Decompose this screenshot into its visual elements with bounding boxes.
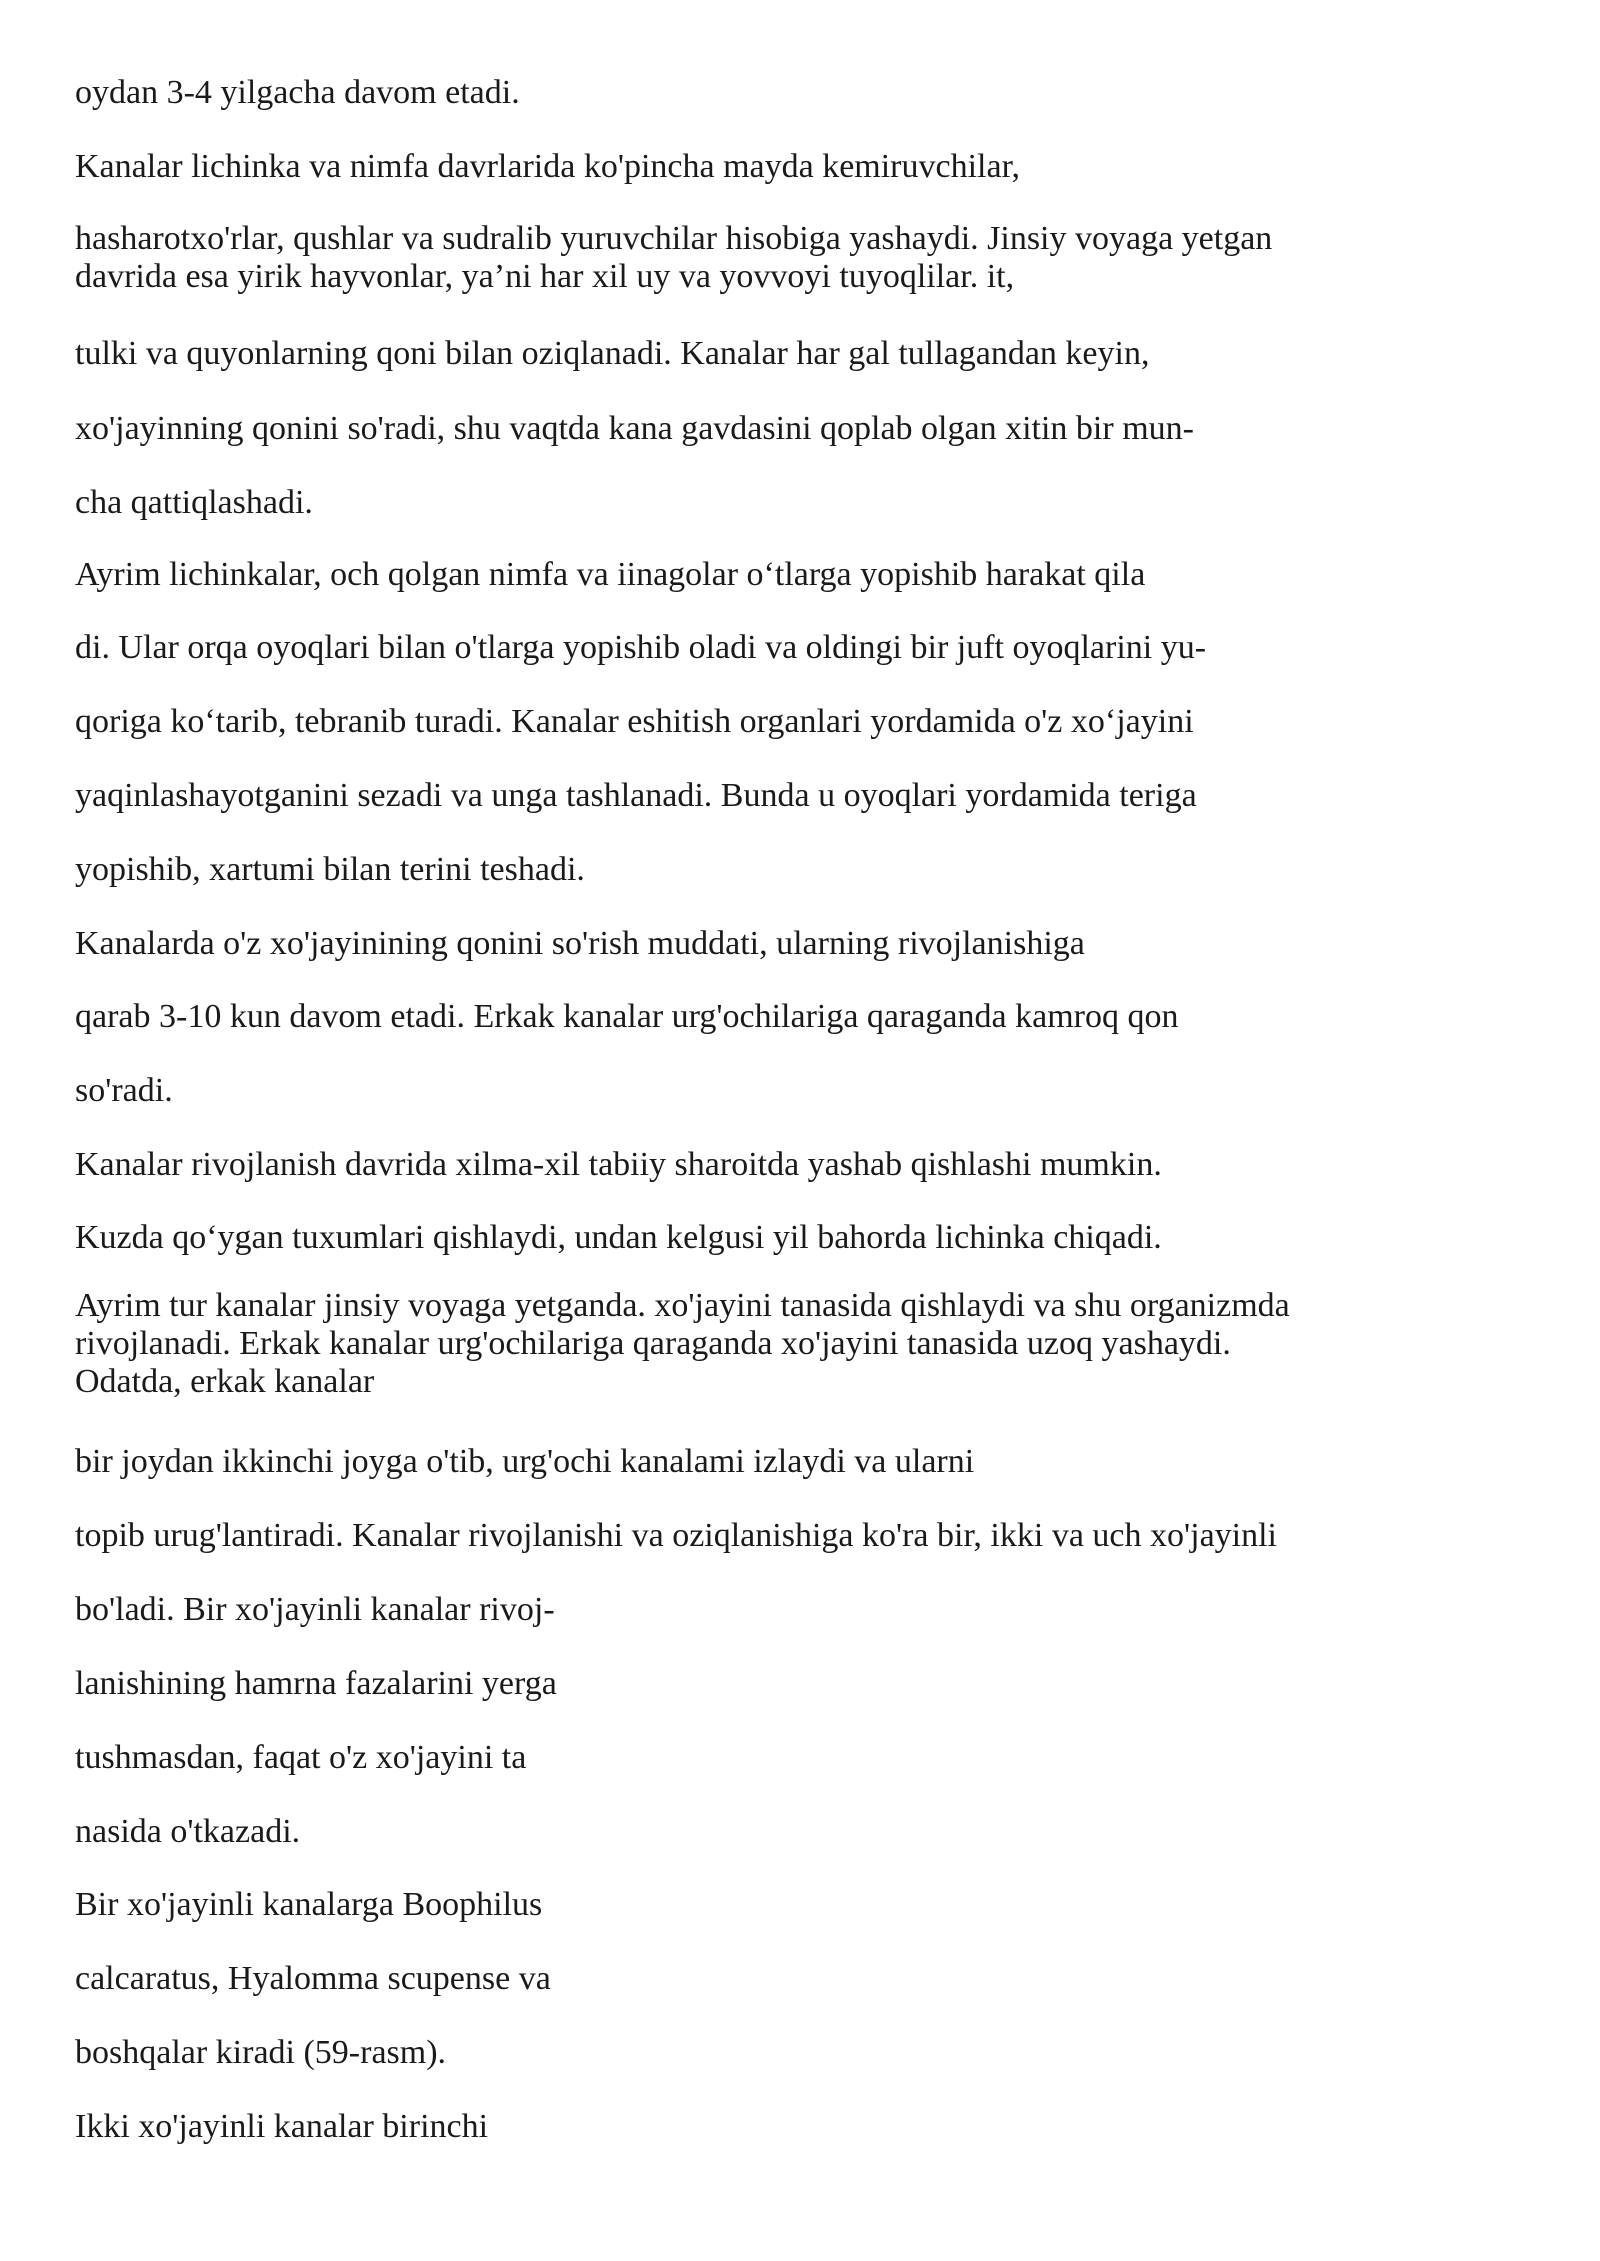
text-line: qoriga ko‘tarib, tebranib turadi. Kanalar eshitish organlari yordamida o'z xo‘jayini [75,703,1194,740]
text-line: di. Ular orqa oyoqlari bilan o'tlarga yopishib oladi va oldingi bir juft oyoqlarini yu- [75,629,1207,666]
text-line: boshqalar kiradi (59-rasm). [75,2034,447,2071]
text-line: Kanalarda o'z xo'jayinining qonini so'rish muddati, ularning rivojlanishiga [75,925,1085,962]
text-line: lanishining hamrna fazalarini yerga [75,1665,557,1702]
text-line: Ayrim lichinkalar, och qolgan nimfa va iinagolar o‘tlarga yopishib harakat qila [75,556,1146,593]
text-line: Odatda, erkak kanalar [75,1363,375,1400]
text-paragraph [75,1287,1290,1401]
text-line: tulki va quyonlarning qoni bilan oziqlanadi. Kanalar har gal tullagandan keyin, [75,335,1150,372]
text-line: Ikki xo'jayinli kanalar birinchi [75,2108,489,2145]
text-line: Kuzda qo‘ygan tuxumlari qishlaydi, undan kelgusi yil bahorda lichinka chiqadi. [75,1219,1162,1256]
text-line: so'radi. [75,1072,173,1109]
text-line: xo'jayinning qonini so'radi, shu vaqtda kana gavdasini qoplab olgan xitin bir mun- [75,410,1194,447]
text-line: Bir xo'jayinli kanalarga Boophilus [75,1886,543,1923]
text-line: Ayrim tur kanalar jinsiy voyaga yetganda. xo'jayini tanasida qishlaydi va shu organizmda [75,1287,1290,1324]
text-line: yaqinlashayotganini sezadi va unga tashlanadi. Bunda u oyoqlari yordamida teriga [75,777,1197,814]
text-line: Kanalar lichinka va nimfa davrlarida ko'pincha mayda kemiruvchilar, [75,148,1021,185]
text-line: yopishib, xartumi bilan terini teshadi. [75,851,585,888]
text-line: qarab 3-10 kun davom etadi. Erkak kanalar urg'ochilariga qaraganda kamroq qon [75,998,1179,1035]
text-line: cha qattiqlashadi. [75,484,313,521]
text-line: tushmasdan, faqat o'z xo'jayini ta [75,1739,527,1776]
text-paragraph [75,220,1272,296]
text-line: calcaratus, Hyalomma scupense va [75,1960,551,1997]
text-line: Kanalar rivojlanish davrida xilma-xil tabiiy sharoitda yashab qishlashi mumkin. [75,1146,1162,1183]
text-line: davrida esa yirik hayvonlar, ya’ni har xil uy va yovvoyi tuyoqlilar. it, [75,258,1015,295]
text-line: bir joydan ikkinchi joyga o'tib, urg'ochi kanalami izlaydi va ularni [75,1443,975,1480]
text-line: hasharotxo'rlar, qushlar va sudralib yuruvchilar hisobiga yashaydi. Jinsiy voyaga yetgan [75,220,1273,257]
text-line: nasida o'tkazadi. [75,1813,301,1850]
text-line: rivojlanadi. Erkak kanalar urg'ochilariga qaraganda xo'jayini tanasida uzoq yashaydi. [75,1325,1231,1362]
text-line: bo'ladi. Bir xo'jayinli kanalar rivoj- [75,1591,555,1628]
text-line: topib urug'lantiradi. Kanalar rivojlanishi va oziqlanishiga ko'ra bir, ikki va uch xo'jayinli [75,1517,1278,1554]
text-line: oydan 3-4 yilgacha davom etadi. [75,74,520,111]
